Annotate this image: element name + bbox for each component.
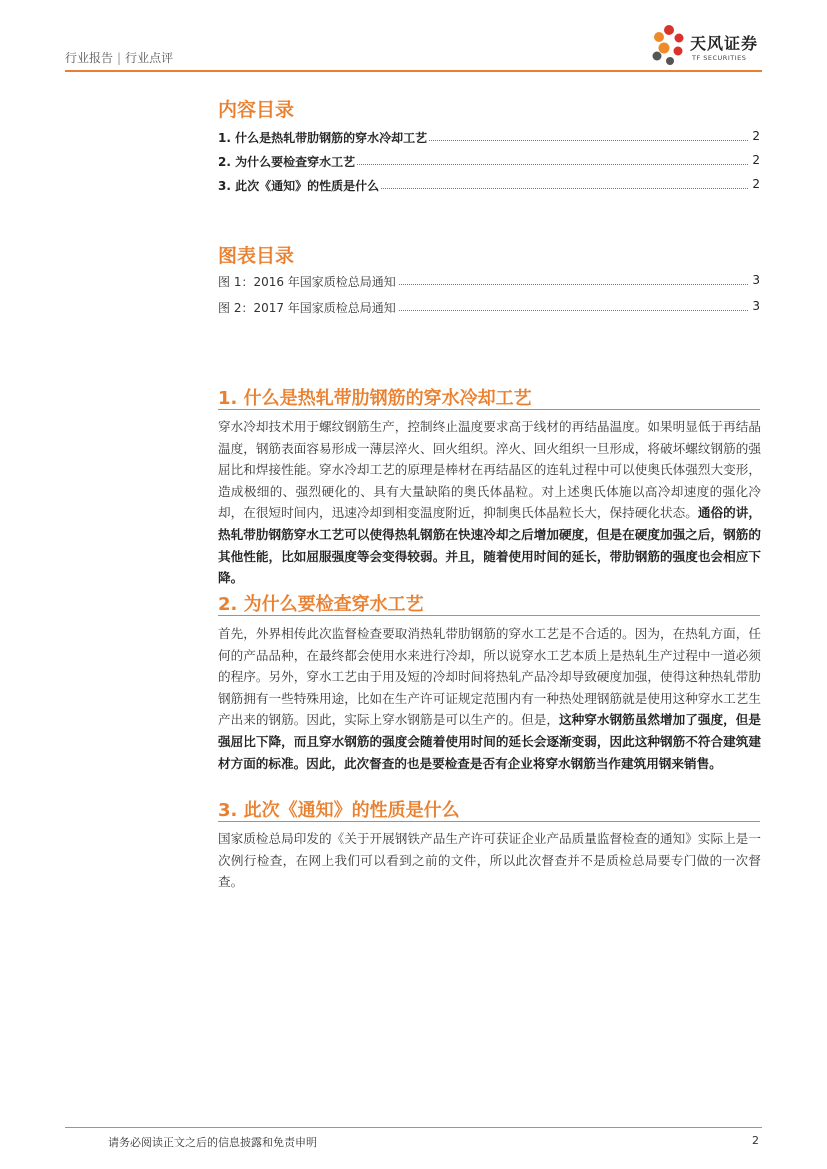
logo-flower-icon bbox=[648, 22, 690, 68]
footer-disclaimer: 请务必阅读正文之后的信息披露和免责申明 bbox=[108, 1136, 317, 1149]
header-divider bbox=[65, 70, 762, 72]
toc-item-page: 2 bbox=[752, 177, 760, 191]
toc-title: 内容目录 bbox=[218, 99, 295, 121]
toc-item-label: 3. 此次《通知》的性质是什么 bbox=[218, 179, 380, 193]
section-1-text: 穿水冷却技术用于螺纹钢筋生产，控制终止温度要求高于线材的再结晶温度。如果明显低于再结晶温度，钢筋表面容易形成一薄层淬火、回火组织。淬火、回火组织一旦形成，将破坏螺纹钢筋的强屈比和焊接性能。穿水冷却工艺的原理是棒材在再结晶区的连轧过程中可以使奥氏体强烈大变形，造成极细的、强烈硬化的、具有大量缺陷的奥氏体晶粒。对上述奥氏体施以高冷却速度的强化冷却，在很短时间内，迅速冷却到相变温度附近，抑制奥氏体晶粒长大，保持硬化状态。 bbox=[218, 419, 761, 521]
figure-list-label: 图 2：2017 年国家质检总局通知 bbox=[218, 301, 396, 315]
section-2-body bbox=[218, 623, 761, 774]
header-subcategory: 行业点评 bbox=[125, 51, 174, 65]
header-breadcrumb bbox=[65, 49, 173, 66]
toc-item[interactable] bbox=[218, 153, 760, 171]
section-3-text: 国家质检总局印发的《关于开展钢铁产品生产许可获证企业产品质量监督检查的通知》实际上是一次例行检查，在网上我们可以看到之前的文件，所以此次督查并不是质检总局要专门做的一次督查。 bbox=[218, 831, 761, 890]
figure-list-page: 3 bbox=[752, 273, 760, 287]
toc-item-label: 1. 什么是热轧带肋钢筋的穿水冷却工艺 bbox=[218, 131, 428, 145]
section-1-underline bbox=[218, 409, 760, 410]
figure-list-page: 3 bbox=[752, 299, 760, 313]
section-1-heading: 1. 什么是热轧带肋钢筋的穿水冷却工艺 bbox=[218, 388, 532, 409]
footer-divider bbox=[65, 1127, 762, 1128]
section-3-underline bbox=[218, 821, 760, 822]
section-3-heading: 3. 此次《通知》的性质是什么 bbox=[218, 800, 460, 821]
section-1-body bbox=[218, 416, 761, 589]
figure-list-item[interactable] bbox=[218, 299, 760, 317]
figure-list-item[interactable] bbox=[218, 273, 760, 291]
toc-item[interactable] bbox=[218, 129, 760, 147]
figures-title: 图表目录 bbox=[218, 245, 295, 267]
footer-page-number: 2 bbox=[752, 1134, 759, 1147]
toc-item-page: 2 bbox=[752, 129, 760, 143]
toc-item-page: 2 bbox=[752, 153, 760, 167]
toc-item[interactable] bbox=[218, 177, 760, 195]
section-3-body bbox=[218, 828, 761, 893]
header-category: 行业报告 bbox=[65, 51, 114, 65]
logo-name-cn: 天风证券 bbox=[690, 34, 759, 53]
section-2-bold: 这种穿水钢筋虽然增加了强度，但是强屈比下降，而且穿水钢筋的强度会随着使用时间的延长会逐渐变弱，因此这种钢筋不符合建筑建材方面的标准。因此，此次督查的也是要检查是否有企业将穿水钢筋当作建筑用钢来销售。 bbox=[218, 712, 762, 771]
company-logo bbox=[648, 22, 768, 68]
logo-name-en: TF SECURITIES bbox=[692, 54, 747, 62]
header-separator: | bbox=[117, 51, 122, 65]
section-1-bold: 通俗的讲，热轧带肋钢筋穿水工艺可以使得热轧钢筋在快速冷却之后增加硬度，但是在硬度加强之后，钢筋的其他性能，比如屈服强度等会变得较弱。并且，随着使用时间的延长，带肋钢筋的强度也会相应下降。 bbox=[218, 505, 762, 586]
section-2-text: 首先，外界相传此次监督检查要取消热轧带肋钢筋的穿水工艺是不合适的。因为，在热轧方面，任何的产品品种，在最终都会使用水来进行冷却，所以说穿水工艺本质上是热轧生产过程中一道必须的程序。另外，穿水工艺由于用及短的冷却时间将热轧产品冷却导致硬度加强，使得这种热轧带肋钢筋拥有一些特殊用途，比如在生产许可证规定范围内有一种热处理钢筋就是使用这种穿水工艺生产出来的钢筋。因此，实际上穿水钢筋是可以生产的。但是， bbox=[218, 626, 761, 728]
toc-item-label: 2. 为什么要检查穿水工艺 bbox=[218, 155, 356, 169]
section-2-heading: 2. 为什么要检查穿水工艺 bbox=[218, 594, 424, 615]
section-2-underline bbox=[218, 615, 760, 616]
figure-list-label: 图 1：2016 年国家质检总局通知 bbox=[218, 275, 396, 289]
